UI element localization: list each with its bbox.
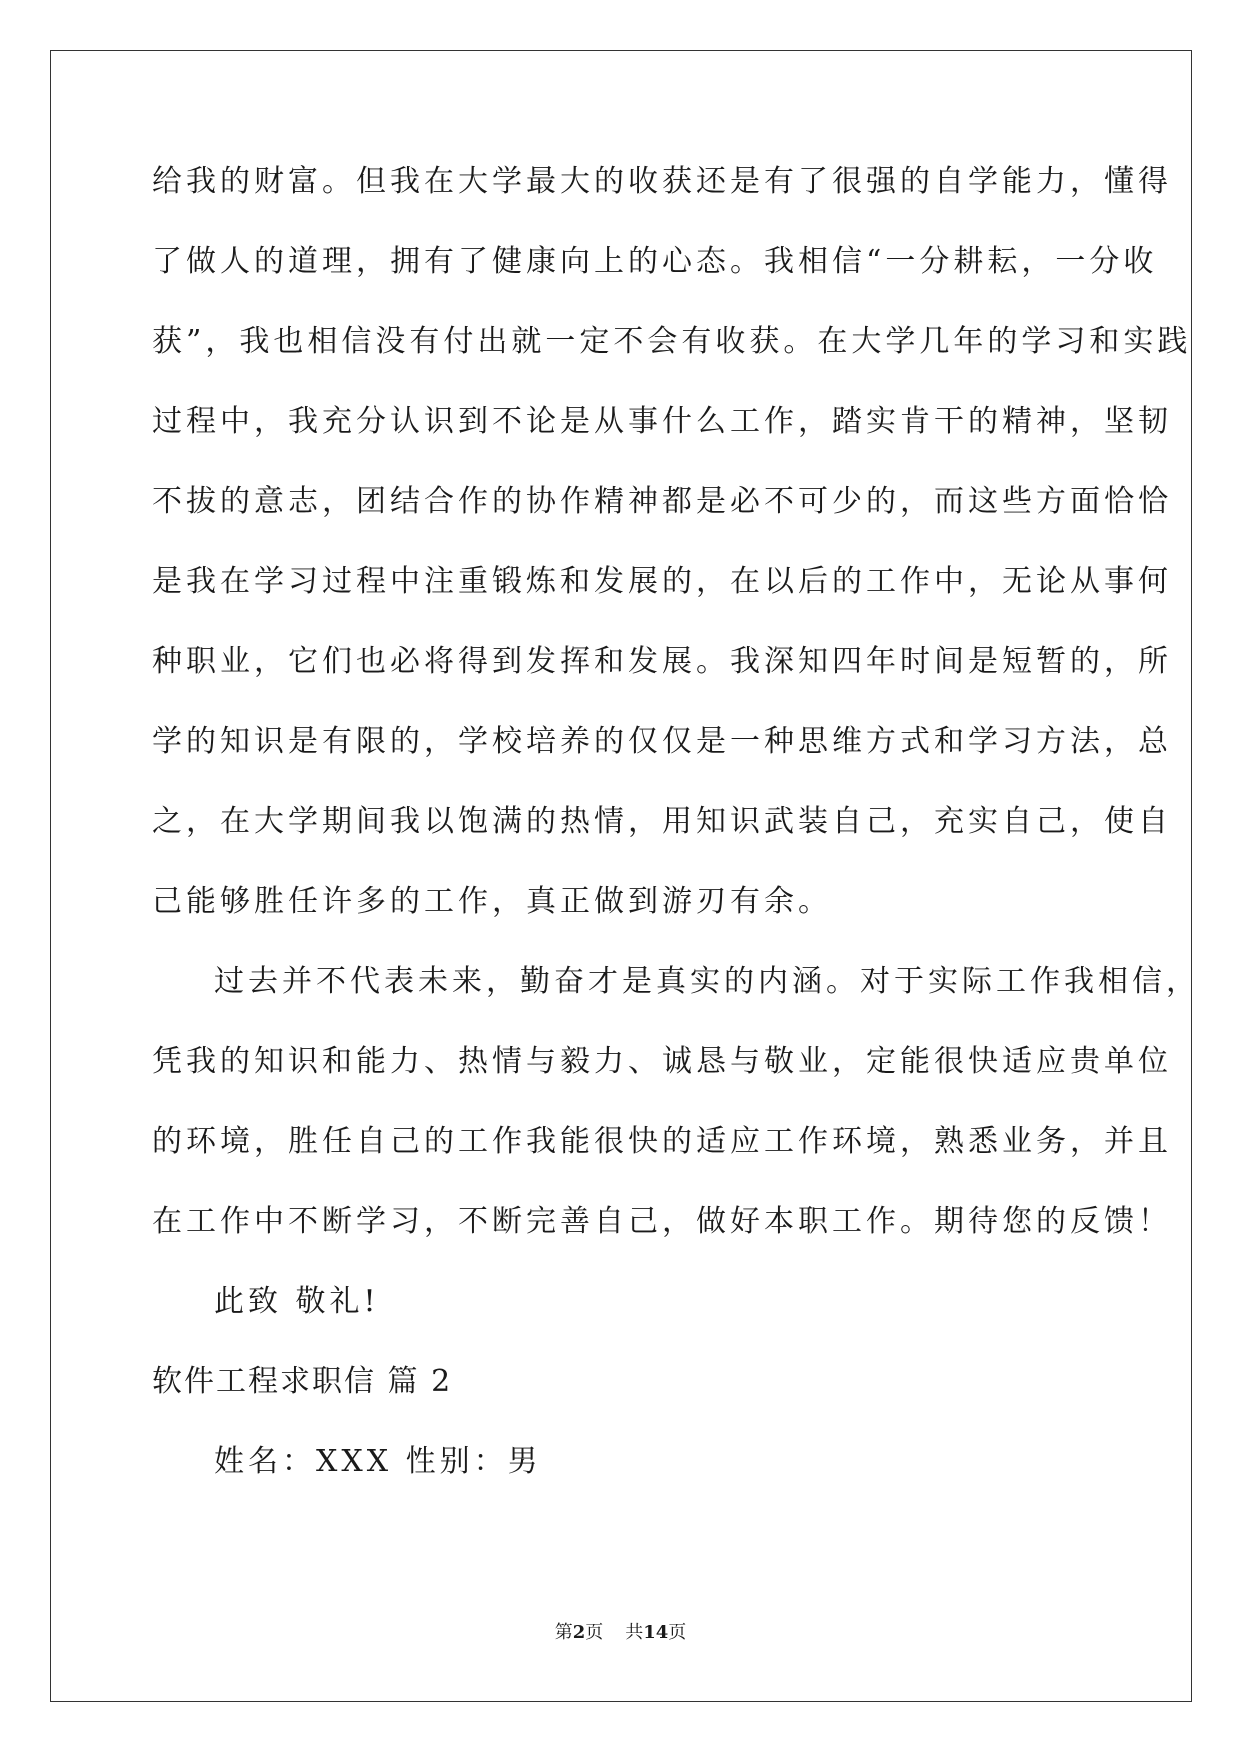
paragraph-line: 在工作中不断学习，不断完善自己，做好本职工作。期待您的反馈！	[152, 1204, 1172, 1239]
document-body	[152, 162, 1200, 1522]
page-prefix: 第	[554, 1622, 573, 1643]
page-number: 2	[572, 1622, 586, 1643]
paragraph-line: 给我的财富。但我在大学最大的收获还是有了很强的自学能力，懂得	[152, 164, 1172, 199]
total-unit: 页	[668, 1622, 687, 1643]
paragraph-line: 凭我的知识和能力、热情与毅力、诚恳与敬业，定能很快适应贵单位	[152, 1044, 1172, 1079]
paragraph-line: 是我在学习过程中注重锻炼和发展的，在以后的工作中，无论从事何	[152, 564, 1172, 599]
paragraph-line: 获”，我也相信没有付出就一定不会有收获。在大学几年的学习和实践	[152, 324, 1192, 359]
closing-salutation: 此致 敬礼!	[214, 1284, 380, 1319]
section-heading: 软件工程求职信 篇 2	[152, 1364, 453, 1399]
paragraph-line: 种职业，它们也必将得到发挥和发展。我深知四年时间是短暂的，所	[152, 644, 1172, 679]
paragraph-line: 的环境，胜任自己的工作我能很快的适应工作环境，熟悉业务，并且	[152, 1124, 1172, 1159]
personal-info-line: 姓名：XXX 性别：男	[214, 1444, 542, 1479]
paragraph-line: 学的知识是有限的，学校培养的仅仅是一种思维方式和学习方法，总	[152, 724, 1172, 759]
total-pages: 14	[643, 1622, 669, 1643]
paragraph-line: 了做人的道理，拥有了健康向上的心态。我相信“一分耕耘，一分收	[152, 244, 1158, 279]
paragraph-line: 之，在大学期间我以饱满的热情，用知识武装自己，充实自己，使自	[152, 804, 1172, 839]
paragraph-line: 过去并不代表未来，勤奋才是真实的内涵。对于实际工作我相信，	[214, 964, 1200, 999]
page-unit: 页	[585, 1622, 604, 1643]
total-prefix: 共	[625, 1622, 644, 1643]
paragraph-line: 己能够胜任许多的工作，真正做到游刃有余。	[152, 884, 832, 919]
page-footer	[0, 1620, 1241, 1646]
paragraph-line: 过程中，我充分认识到不论是从事什么工作，踏实肯干的精神，坚韧	[152, 404, 1172, 439]
paragraph-line: 不拔的意志，团结合作的协作精神都是必不可少的，而这些方面恰恰	[152, 484, 1172, 519]
